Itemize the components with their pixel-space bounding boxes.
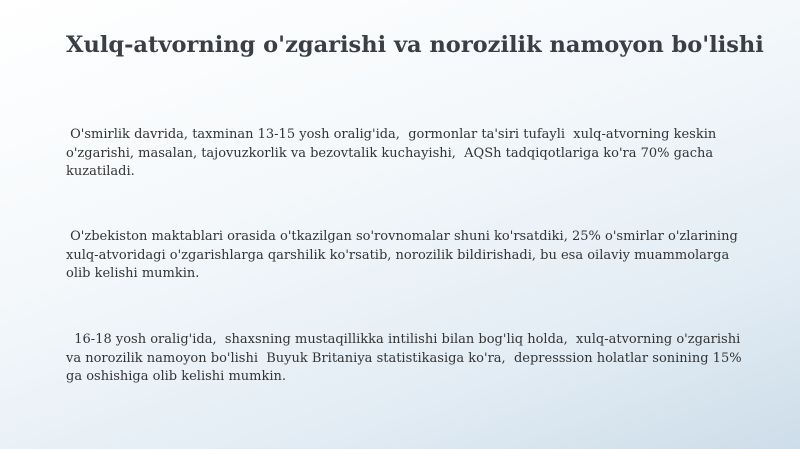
paragraph-uzbekistan-survey: O'zbekiston maktablari orasida o'tkazilgan so'rovnomalar shuni ko'rsatdiki, 25% o'smirlar o'zlarining xulq-atvoridagi o'zgarishlarga qarshilik ko'rsatib, norozilik bildirishadi, bu esa oilaviy muammolarga olib kelishi mumkin. (66, 229, 742, 281)
slide-title: Xulq-atvorning o'zgarishi va norozilik namoyon bo'lishi (66, 32, 764, 58)
paragraph-adolescence-behavior: O'smirlik davrida, taxminan 13-15 yosh oralig'ida, gormonlar ta'siri tufayli xulq-atvorning keskin o'zgarishi, masalan, tajovuzkorlik va bezovtalik kuchayishi, AQSh tadqiqotlariga ko'ra 70% gacha kuzatiladi. (66, 127, 721, 179)
paragraph-uk-statistics: 16-18 yosh oralig'ida, shaxsning mustaqillikka intilishi bilan bog'liq holda, xulq-atvorning o'zgarishi va norozilik namoyon bo'lishi Buyuk Britaniya statistikasiga ko'ra, depresssion holatlar sonining 15% ga oshishiga olib kelishi mumkin. (66, 332, 746, 384)
